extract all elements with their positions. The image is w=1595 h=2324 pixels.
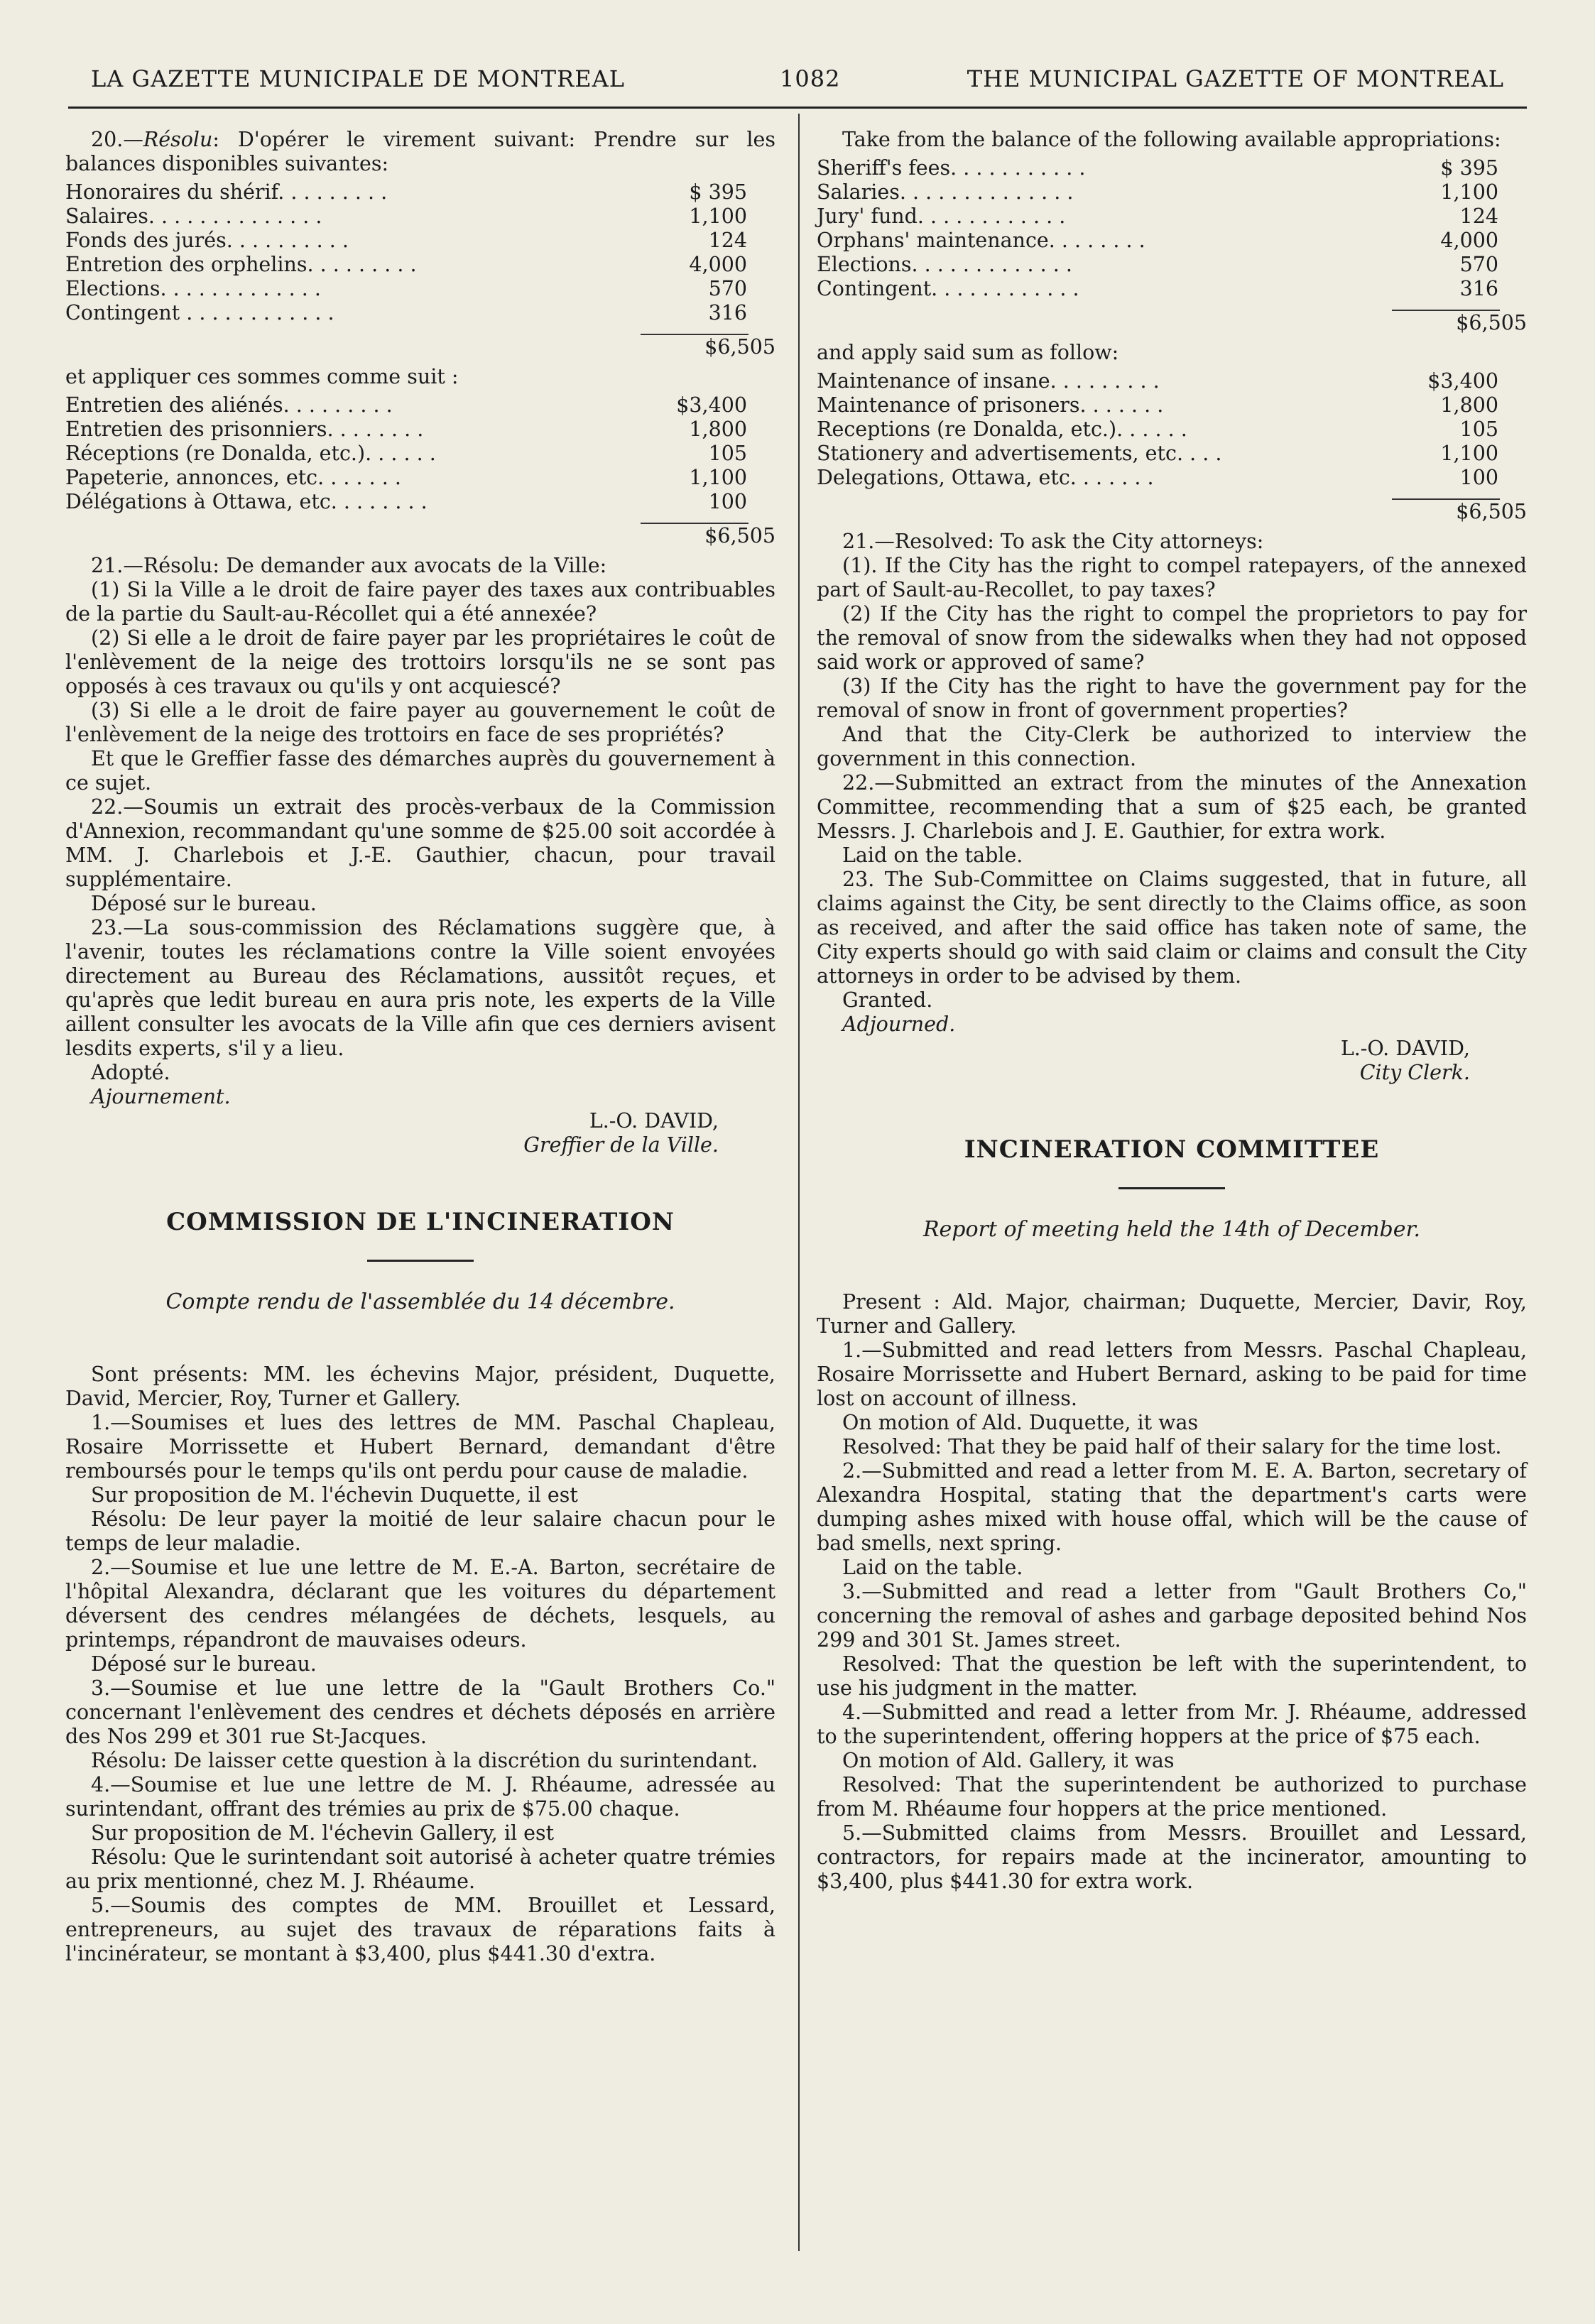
ledger-row: Stationery and advertisements, etc. . . . 1,100 — [817, 442, 1498, 465]
ledger-row: Contingent . . . . . . . . . . . . 316 — [65, 301, 747, 324]
ledger-row: Entretien des prisonniers. . . . . . . . 1,800 — [65, 418, 747, 441]
ledger-row: Réceptions (re Donalda, etc.). . . . . . 105 — [65, 442, 747, 465]
item-5: 5.—Soumis des comptes de MM. Brouillet et Lessard, entrepreneurs, au sujet des travaux de réparations faits à l'incinérateur, se montant à $3,400, plus $441.30 d'extra. — [65, 1894, 775, 1965]
ledger-row: Salaires. . . . . . . . . . . . . . 1,100 — [65, 204, 747, 228]
item-22-status: Laid on the table. — [842, 844, 1023, 867]
item-3-resolution: Resolved: That the question be left with the superintendent, to use his judgment in the matter. — [817, 1652, 1527, 1700]
question-2: (2) Si elle a le droit de faire payer par les propriétaires le coût de l'enlèvement de la neige des trottoirs lorsqu'ils ne se sont pas opposés à ces travaux ou qu'ils y ont acquiescé? — [65, 626, 775, 698]
ledger-total: $6,505 — [817, 301, 1527, 331]
section-title: COMMISSION DE L'INCINERATION — [166, 1208, 675, 1236]
item-2: 2.—Soumise et lue une lettre de M. E.-A. Barton, secrétaire de l'hôpital Alexandra, déclarant que les voitures du département déversent des cendres mélangées de déchets, lesquels, au printemps, répandront de mauvaises odeurs. — [65, 1556, 775, 1652]
item-4-resolution: Résolu: Que le surintendant soit autorisé à acheter quatre trémies au prix mentionné, chez M. J. Rhéaume. — [65, 1845, 775, 1893]
resolution-21: 21.—Resolved: To ask the City attorneys: — [842, 530, 1264, 553]
ledger-row: Receptions (re Donalda, etc.). . . . . . 105 — [817, 418, 1498, 441]
item-3: 3.—Submitted and read a letter from "Gault Brothers Co," concerning the removal of ashes and garbage deposited behind Nos 299 and 301 St. James street. — [817, 1580, 1527, 1652]
ledger-row: Elections. . . . . . . . . . . . . 570 — [817, 253, 1498, 276]
transfer-from-list — [65, 180, 775, 359]
ledger-row: Salaries. . . . . . . . . . . . . . 1,100 — [817, 180, 1498, 204]
item-3-resolution: Résolu: De laisser cette question à la discrétion du surintendant. — [91, 1749, 758, 1772]
header-rule — [68, 107, 1527, 109]
item-23: 23. The Sub-Committee on Claims suggested, that in future, all claims against the City, be sent directly to the Claims office, as soon as received, and after the said office has taken note of same, the City experts should go with said claim or claims and consult the City attorneys in order to be advised by them. — [817, 868, 1527, 988]
section-subtitle: Report of meeting held the 14th of December. — [922, 1217, 1421, 1242]
ledger-row: Sheriff's fees. . . . . . . . . . . $ 395 — [817, 156, 1498, 180]
column-divider — [798, 114, 800, 2251]
signature-title: City Clerk. — [1359, 1061, 1470, 1084]
item-4-resolution: Resolved: That the superintendent be authorized to purchase from M. Rhéaume four hoppers at the price mentioned. — [817, 1773, 1527, 1821]
item-4: 4.—Submitted and read a letter from Mr. J. Rhéaume, addressed to the superintendent, offering hoppers at the price of $75 each. — [817, 1701, 1527, 1748]
ledger-row: Entretien des aliénés. . . . . . . . . $3,400 — [65, 393, 747, 417]
resolution-21: 21.—Résolu: De demander aux avocats de la Ville: — [91, 554, 607, 577]
signature-name: L.-O. DAVID, — [1340, 1037, 1470, 1060]
french-column — [65, 128, 775, 1966]
item-3: 3.—Soumise et lue une lettre de la "Gault Brothers Co." concernant l'enlèvement des cendres et déchets déposés en arrière des Nos 299 et 301 rue St-Jacques. — [65, 1676, 775, 1748]
ledger-row: Délégations à Ottawa, etc. . . . . . . . 100 — [65, 490, 747, 513]
resolution-20: 20.—Résolu: D'opérer le virement suivant: Prendre sur les balances disponibles suivantes: — [65, 128, 775, 175]
ledger-total: $6,505 — [65, 514, 775, 544]
signature-title: Greffier de la Ville. — [523, 1133, 719, 1157]
ledger-row: Jury' fund. . . . . . . . . . . . 124 — [817, 204, 1498, 228]
ledger-row: Maintenance of prisoners. . . . . . . 1,800 — [817, 393, 1498, 417]
resolution-20: Take from the balance of the following available appropriations: — [842, 128, 1501, 151]
ledger-row: Honoraires du shérif. . . . . . . . . $ 395 — [65, 180, 747, 204]
adjournment-text: Ajournement. — [91, 1085, 231, 1108]
ledger-row: Contingent. . . . . . . . . . . . 316 — [817, 277, 1498, 300]
ledger-row: Papeterie, annonces, etc. . . . . . . 1,100 — [65, 466, 747, 489]
item-1: 1.—Submitted and read letters from Messrs. Paschal Chapleau, Rosaire Morrissette and Hubert Bernard, asking to be paid for time lost on account of illness. — [817, 1338, 1527, 1410]
question-1: (1) Si la Ville a le droit de faire payer des taxes aux contribuables de la partie du Sault-au-Récollet qui a été annexée? — [65, 578, 775, 626]
adopted-text: Granted. — [842, 988, 933, 1012]
question-3: (3) If the City has the right to have the government pay for the removal of snow in front of government properties? — [817, 675, 1527, 722]
item-22: 22.—Submitted an extract from the minutes of the Annexation Committee, recommending that a sum of $25 each, be granted Messrs. J. Charlebois and J. E. Gauthier, for extra work. — [817, 771, 1527, 843]
ledger-total: $6,505 — [817, 490, 1527, 520]
item-22: 22.—Soumis un extrait des procès-verbaux de la Commission d'Annexion, recommandant qu'une somme de $25.00 soit accordée à MM. J. Charlebois et J.-E. Gauthier, chacun, pour travail supplémentaire. — [65, 795, 775, 891]
item-1-resolution: Résolu: De leur payer la moitié de leur salaire chacun pour le temps de leur maladie. — [65, 1507, 775, 1555]
item-1-resolution: Resolved: That they be paid half of their salary for the time lost. — [842, 1435, 1502, 1458]
transfer-to-list — [65, 393, 775, 547]
header-title-en: THE MUNICIPAL GAZETTE OF MONTREAL — [967, 65, 1504, 92]
ledger-row: Entretion des orphelins. . . . . . . . . 4,000 — [65, 253, 747, 276]
page-header — [91, 65, 1504, 99]
item-1-motion: On motion of Ald. Duquette, it was — [842, 1411, 1199, 1434]
item-4-motion: On motion of Ald. Gallery, it was — [842, 1749, 1175, 1772]
apply-text: et appliquer ces sommes comme suit : — [65, 365, 459, 388]
apply-text: and apply said sum as follow: — [817, 341, 1119, 364]
item-22-status: Déposé sur le bureau. — [91, 892, 317, 915]
resolution-21-note: Et que le Greffier fasse des démarches auprès du gouvernement à ce sujet. — [65, 747, 775, 795]
question-3: (3) Si elle a le droit de faire payer au gouvernement le coût de l'enlèvement de la neige des trottoirs en face de ses propriétés? — [65, 699, 775, 746]
ledger-row: Orphans' maintenance. . . . . . . . 4,000 — [817, 229, 1498, 252]
adjournment-text: Adjourned. — [842, 1013, 956, 1036]
question-1: (1). If the City has the right to compel ratepayers, of the annexed part of Sault-au-Recollet, to pay taxes? — [817, 554, 1527, 601]
item-1-motion: Sur proposition de M. l'échevin Duquette, il est — [91, 1483, 578, 1507]
section-subtitle: Compte rendu de l'assemblée du 14 décembre. — [165, 1289, 675, 1314]
question-2: (2) If the City has the right to compel the proprietors to pay for the removal of snow from the sidewalks when they had not opposed said work or approved of same? — [817, 602, 1527, 674]
english-column — [817, 128, 1527, 1894]
ledger-row: Maintenance of insane. . . . . . . . . $3,400 — [817, 369, 1498, 393]
section-rule — [367, 1260, 474, 1262]
ledger-row: Elections. . . . . . . . . . . . . 570 — [65, 277, 747, 300]
transfer-to-list — [817, 369, 1527, 523]
section-rule — [1118, 1187, 1225, 1189]
header-title-fr: LA GAZETTE MUNICIPALE DE MONTREAL — [91, 65, 625, 92]
item-4-motion: Sur proposition de M. l'échevin Gallery, il est — [91, 1821, 555, 1845]
ledger-total: $6,505 — [65, 325, 775, 355]
page-number: 1082 — [780, 65, 841, 92]
ledger-row: Fonds des jurés. . . . . . . . . . 124 — [65, 229, 747, 252]
transfer-from-list — [817, 156, 1527, 334]
item-2: 2.—Submitted and read a letter from M. E. A. Barton, secretary of Alexandra Hospital, stating that the department's carts were dumping ashes mixed with house offal, which will be the cause of bad smells, next spring. — [817, 1459, 1527, 1555]
resolution-21-note: And that the City-Clerk be authorized to interview the government in this connection. — [817, 723, 1527, 770]
item-5: 5.—Submitted claims from Messrs. Brouillet and Lessard, contractors, for repairs made at the incinerator, amounting to $3,400, plus $441.30 for extra work. — [817, 1821, 1527, 1893]
signature-name: L.-O. DAVID, — [589, 1109, 719, 1133]
item-2-status: Laid on the table. — [842, 1556, 1023, 1579]
ledger-row: Delegations, Ottawa, etc. . . . . . . 100 — [817, 466, 1498, 489]
attendance: Sont présents: MM. les échevins Major, président, Duquette, David, Mercier, Roy, Turner et Gallery. — [65, 1363, 775, 1410]
attendance: Present : Ald. Major, chairman; Duquette, Mercier, Davir, Roy, Turner and Gallery. — [817, 1290, 1527, 1338]
adopted-text: Adopté. — [91, 1061, 170, 1084]
item-1: 1.—Soumises et lues des lettres de MM. Paschal Chapleau, Rosaire Morrissette et Hubert Bernard, demandant d'être remboursés pour le temps qu'ils ont perdu pour cause de maladie. — [65, 1411, 775, 1483]
item-23: 23.—La sous-commission des Réclamations suggère que, à l'avenir, toutes les réclamations contre la Ville soient envoyées directement au Bureau des Réclamations, aussitôt reçues, et qu'après que ledit bureau en aura pris note, les experts de la Ville aillent consulter les avocats de la Ville afin que ces derniers avisent lesdits experts, s'il y a lieu. — [65, 916, 775, 1060]
item-4: 4.—Soumise et lue une lettre de M. J. Rhéaume, adressée au surintendant, offrant des trémies au prix de $75.00 chaque. — [65, 1773, 775, 1821]
section-title: INCINERATION COMMITTEE — [964, 1135, 1380, 1164]
item-2-status: Déposé sur le bureau. — [91, 1652, 317, 1676]
